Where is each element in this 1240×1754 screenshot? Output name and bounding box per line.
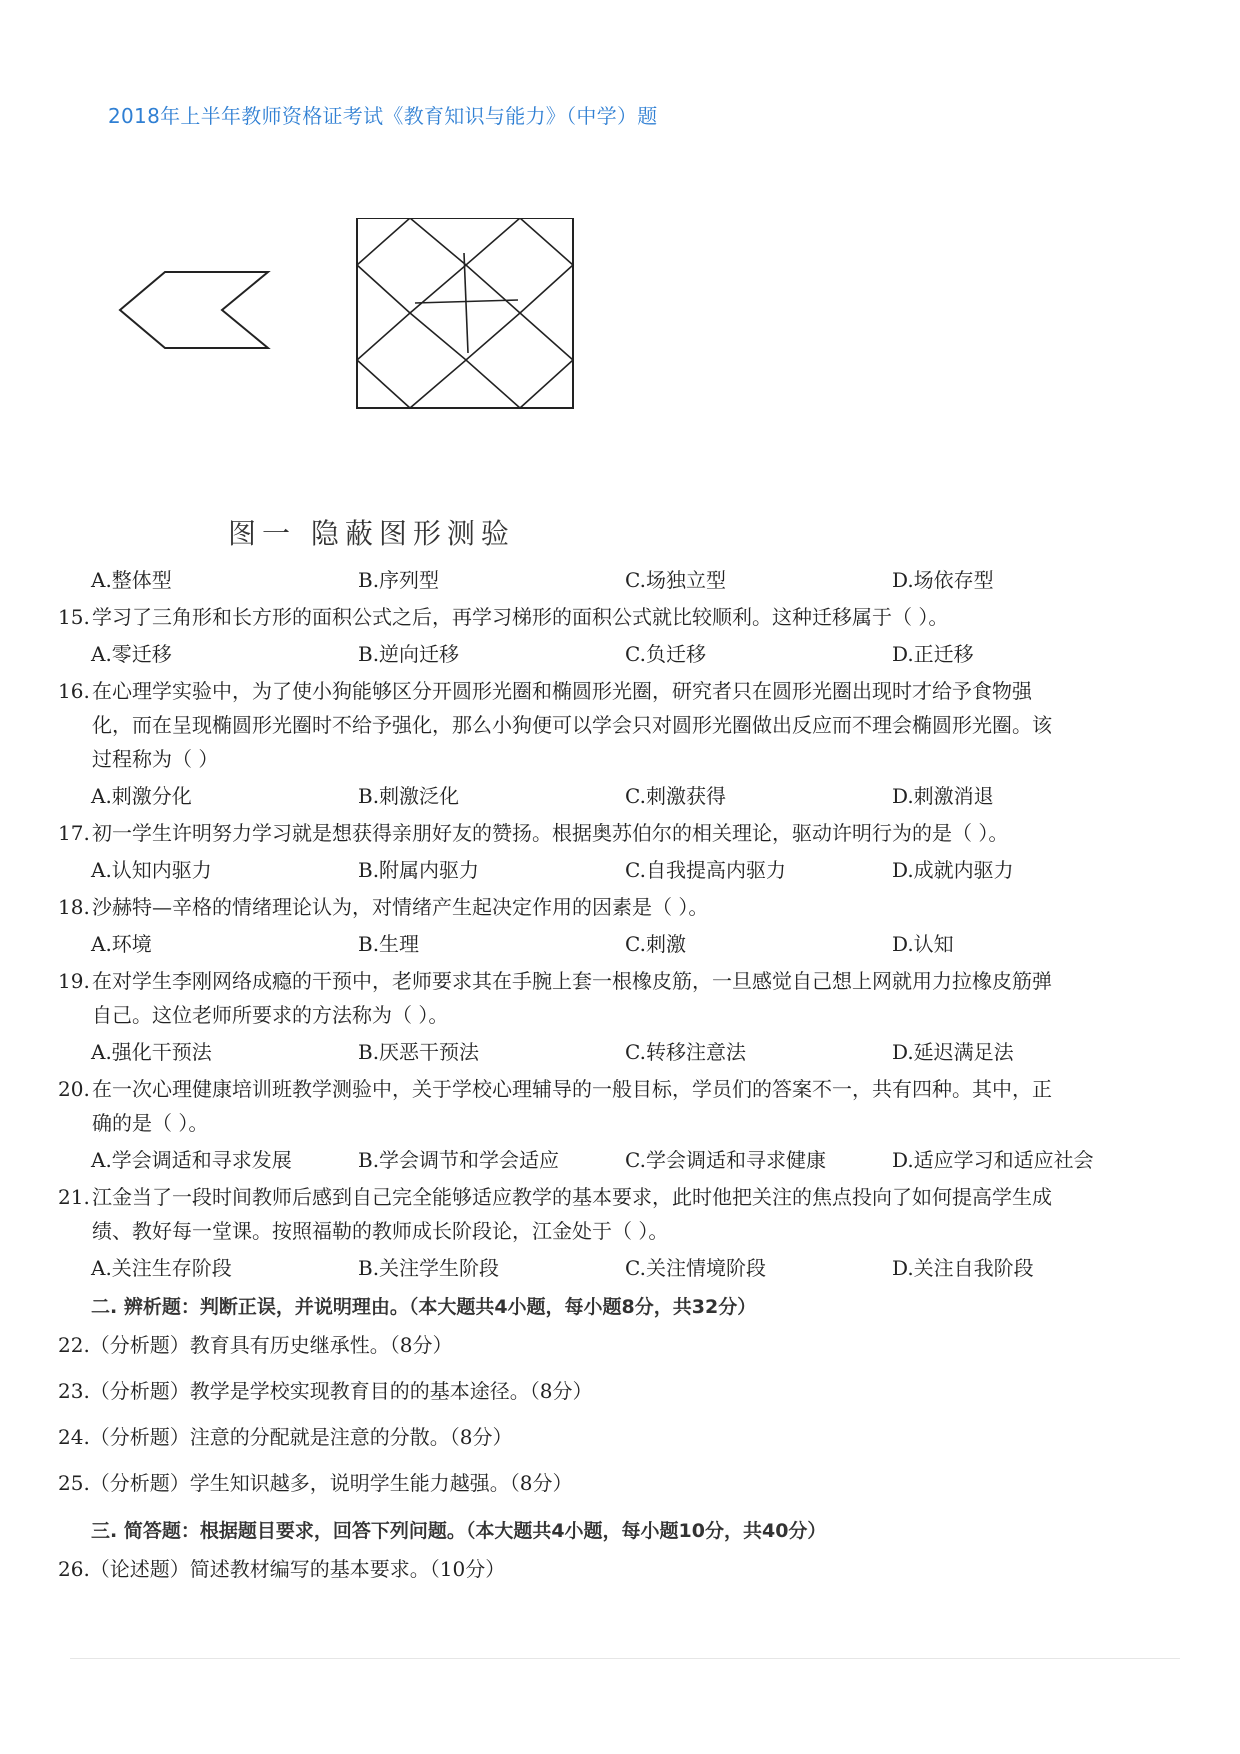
questions-area [0,560,1240,1598]
question-25: 25.（分析题）学生知识越多，说明学生能力越强。（8分） [58,1471,573,1495]
option-d: D.刺激消退 [892,784,994,808]
section-3-heading: 三. 简答题：根据题目要求，回答下列问题。（本大题共4小题，每小题10分，共40分） [91,1520,827,1542]
footer-divider [70,1658,1180,1659]
question-26: 26.（论述题）简述教材编写的基本要求。（10分） [58,1557,506,1581]
question-20 [58,1072,1168,1140]
option-a: A.强化干预法 [91,1040,212,1064]
option-b: B.厌恶干预法 [358,1040,480,1064]
question-number: 20. [58,1077,90,1101]
question-24: 24.（分析题）注意的分配就是注意的分散。（8分） [58,1425,513,1449]
question-line: 在对学生李刚网络成瘾的干预中，老师要求其在手腕上套一根橡皮筋，一旦感觉自己想上网就用力拉橡皮筋弹 [92,969,1052,993]
q15-options [91,634,1240,674]
hidden-figure-test [110,218,670,558]
option-c: C.关注情境阶段 [625,1256,766,1280]
question-text [92,674,1168,776]
question-15 [58,600,1168,634]
option-b: B.序列型 [358,568,440,592]
option-a: A.学会调适和寻求发展 [91,1148,292,1172]
square-frame [357,218,573,408]
option-d: D.适应学习和适应社会 [892,1148,1094,1172]
option-a: A.整体型 [91,568,172,592]
option-a: A.环境 [91,932,152,956]
q19-options [91,1032,1240,1072]
question-line: 自己。这位老师所要求的方法称为（ ）。 [92,1003,449,1027]
doc-header: 2018年上半年教师资格证考试《教育知识与能力》（中学）题 [108,104,658,128]
option-b: B.生理 [358,932,420,956]
question-18 [58,890,1168,924]
q21-options [91,1248,1240,1288]
question-23: 23.（分析题）教学是学校实现教育目的的基本途径。（8分） [58,1379,593,1403]
section-2-heading: 二. 辨析题：判断正误，并说明理由。（本大题共4小题，每小题8分，共32分） [91,1296,757,1318]
option-b: B.关注学生阶段 [358,1256,500,1280]
option-d: D.场依存型 [892,568,994,592]
option-d: D.正迁移 [892,642,974,666]
question-line: 确的是（ ）。 [92,1111,209,1135]
option-c: C.自我提高内驱力 [625,858,786,882]
q14-options [91,560,1240,600]
q18-options [91,924,1240,964]
option-c: C.场独立型 [625,568,726,592]
option-b: B.逆向迁移 [358,642,460,666]
option-b: B.附属内驱力 [358,858,480,882]
question-line: 过程称为（ ） [92,747,219,771]
question-22: 22.（分析题）教育具有历史继承性。（8分） [58,1333,453,1357]
question-line: 在一次心理健康培训班教学测验中，关于学校心理辅导的一般目标，学员们的答案不一，共有四种。其中，正 [92,1077,1052,1101]
question-21 [58,1180,1168,1248]
question-line: 在心理学实验中，为了使小狗能够区分开圆形光圈和椭圆形光圈，研究者只在圆形光圈出现时才给予食物强 [92,679,1032,703]
question-16 [58,674,1168,776]
question-text [92,1072,1168,1140]
option-d: D.延迟满足法 [892,1040,1014,1064]
question-number: 15. [58,605,90,629]
option-c: C.刺激 [625,932,686,956]
question-number: 16. [58,679,90,703]
question-line: 化，而在呈现椭圆形光圈时不给予强化，那么小狗便可以学会只对圆形光圈做出反应而不理会椭圆形光圈。该 [92,713,1052,737]
option-b: B.刺激泛化 [358,784,460,808]
question-number: 18. [58,895,90,919]
option-c: C.学会调适和寻求健康 [625,1148,826,1172]
option-a: A.刺激分化 [91,784,192,808]
option-d: D.关注自我阶段 [892,1256,1034,1280]
figure-drawing [110,218,670,508]
question-text: 学习了三角形和长方形的面积公式之后，再学习梯形的面积公式就比较顺利。这种迁移属于（ ）。 [92,605,949,629]
option-b: B.学会调节和学会适应 [358,1148,560,1172]
q17-options [91,850,1240,890]
diamond-lines [357,218,573,408]
option-a: A.关注生存阶段 [91,1256,232,1280]
option-d: D.成就内驱力 [892,858,1014,882]
question-text [92,1180,1168,1248]
option-c: C.负迁移 [625,642,706,666]
chevron-shape [120,272,268,348]
q16-options [91,776,1240,816]
option-a: A.零迁移 [91,642,172,666]
question-number: 17. [58,821,90,845]
question-17 [58,816,1168,850]
question-number: 19. [58,969,90,993]
question-text: 初一学生许明努力学习就是想获得亲朋好友的赞扬。根据奥苏伯尔的相关理论，驱动许明行为的是（ ）。 [92,821,1009,845]
question-text [92,964,1168,1032]
cross-vertical [464,253,468,353]
question-line: 江金当了一段时间教师后感到自己完全能够适应教学的基本要求，此时他把关注的焦点投向了如何提高学生成 [92,1185,1052,1209]
option-d: D.认知 [892,932,954,956]
question-line: 绩、教好每一堂课。按照福勒的教师成长阶段论，江金处于（ ）。 [92,1219,669,1243]
figure-caption: 图一 隐蔽图形测验 [228,517,515,550]
option-c: C.刺激获得 [625,784,726,808]
question-text: 沙赫特—辛格的情绪理论认为，对情绪产生起决定作用的因素是（ ）。 [92,895,709,919]
question-number: 21. [58,1185,90,1209]
option-a: A.认知内驱力 [91,858,212,882]
question-19 [58,964,1168,1032]
q20-options [91,1140,1240,1180]
option-c: C.转移注意法 [625,1040,746,1064]
